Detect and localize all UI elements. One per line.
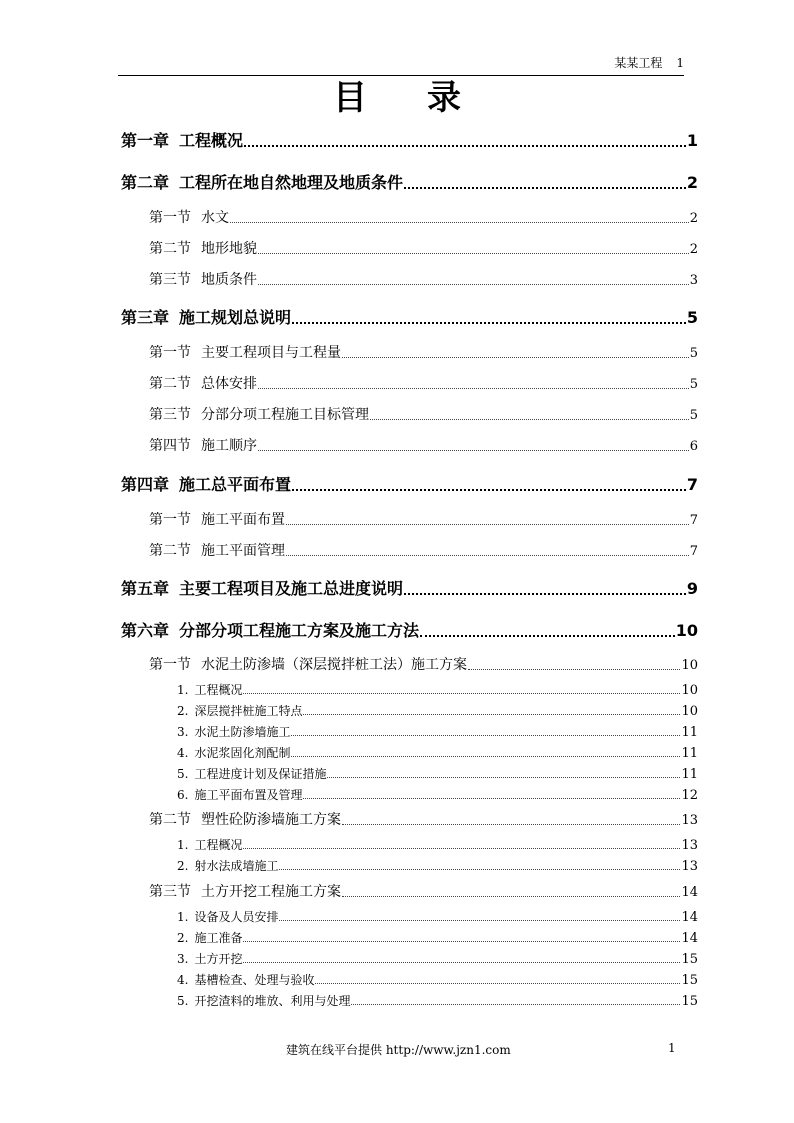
page-number: 2 [689, 242, 698, 257]
toc-subsection-entry[interactable] [177, 681, 698, 698]
toc-section-entry[interactable] [149, 809, 698, 829]
footer-page-number: 1 [668, 1041, 676, 1055]
chapter-title: 工程概况 [179, 131, 244, 150]
section-title: 地形地貌 [201, 241, 257, 257]
toc-chapter-entry[interactable] [121, 576, 698, 599]
page-number: 14 [681, 885, 698, 900]
header-page-number: 1 [676, 56, 684, 70]
chapter-title: 工程所在地自然地理及地质条件 [179, 173, 404, 192]
subsection-title: 工程进度计划及保证措施 [194, 767, 327, 781]
section-number: 第一节 [149, 345, 191, 361]
dot-leader [468, 668, 680, 670]
dot-leader [243, 940, 680, 942]
subsection-title: 水泥土防渗墙施工 [194, 725, 291, 739]
subsection-number: 4. [177, 746, 189, 760]
dot-leader [230, 221, 689, 223]
page-number: 14 [681, 931, 698, 946]
dot-leader [258, 252, 689, 254]
dot-leader [327, 776, 680, 778]
subsection-number: 1. [177, 910, 189, 924]
section-title: 施工顺序 [201, 438, 257, 454]
toc-section-entry[interactable] [149, 238, 698, 258]
toc-chapter-entry[interactable] [121, 472, 698, 495]
page-number: 5 [689, 346, 698, 361]
page-number: 15 [681, 973, 698, 988]
toc-title: 目录 [333, 78, 521, 118]
subsection-number: 2. [177, 931, 189, 945]
dot-leader [303, 713, 680, 715]
chapter-number: 第二章 [121, 173, 170, 192]
section-number: 第一节 [149, 512, 191, 528]
subsection-title: 工程概况 [194, 838, 243, 852]
dot-leader [286, 554, 689, 556]
subsection-title: 水泥浆固化剂配制 [194, 746, 291, 760]
toc-section-entry[interactable] [149, 207, 698, 227]
page-number: 14 [681, 910, 698, 925]
dot-leader [258, 387, 689, 389]
toc-subsection-entry[interactable] [177, 723, 698, 740]
dot-leader [404, 186, 686, 189]
page-number: 5 [686, 308, 698, 327]
dot-leader [342, 823, 680, 825]
toc-subsection-entry[interactable] [177, 786, 698, 803]
toc-section-entry[interactable] [149, 509, 698, 529]
chapter-title: 施工规划总说明 [179, 308, 292, 327]
toc-subsection-entry[interactable] [177, 950, 698, 967]
toc-subsection-entry[interactable] [177, 971, 698, 988]
page-number: 11 [681, 746, 698, 761]
chapter-title: 分部分项工程施工方案及施工方法 [179, 621, 420, 640]
page-number: 13 [681, 813, 698, 828]
page-number: 12 [681, 788, 698, 803]
page-number: 2 [689, 211, 698, 226]
toc-subsection-entry[interactable] [177, 929, 698, 946]
page-number: 15 [681, 994, 698, 1009]
section-title: 分部分项工程施工目标管理 [201, 407, 369, 423]
section-number: 第一节 [149, 657, 191, 673]
toc-subsection-entry[interactable] [177, 765, 698, 782]
dot-leader [286, 523, 689, 525]
dot-leader [303, 797, 680, 799]
subsection-title: 土方开挖 [194, 952, 243, 966]
dot-leader [279, 868, 680, 870]
subsection-title: 基槽检查、处理与验收 [194, 973, 315, 987]
section-number: 第二节 [149, 376, 191, 392]
dot-leader [244, 144, 686, 147]
subsection-number: 4. [177, 973, 189, 987]
page-number: 1 [686, 131, 698, 150]
page-number: 7 [689, 513, 698, 528]
section-title: 地质条件 [201, 272, 257, 288]
page-number: 13 [681, 838, 698, 853]
section-number: 第二节 [149, 543, 191, 559]
section-title: 总体安排 [201, 376, 257, 392]
subsection-title: 开挖渣料的堆放、利用与处理 [194, 994, 351, 1008]
subsection-title: 设备及人员安排 [194, 910, 279, 924]
page-number: 6 [689, 439, 698, 454]
chapter-number: 第六章 [121, 621, 170, 640]
toc-subsection-entry[interactable] [177, 836, 698, 853]
section-title: 主要工程项目与工程量 [201, 345, 341, 361]
page-number: 10 [675, 621, 698, 640]
page-number: 2 [686, 173, 698, 192]
section-title: 施工平面布置 [201, 512, 285, 528]
page-number: 10 [681, 658, 698, 673]
dot-leader [351, 1003, 680, 1005]
section-number: 第二节 [149, 241, 191, 257]
page-number: 7 [686, 475, 698, 494]
dot-leader [258, 283, 689, 285]
subsection-number: 5. [177, 767, 189, 781]
toc-subsection-entry[interactable] [177, 908, 698, 925]
dot-leader [404, 592, 686, 595]
dot-leader [370, 418, 689, 420]
dot-leader [291, 734, 680, 736]
subsection-number: 2. [177, 859, 189, 873]
section-title: 水泥土防渗墙（深层搅拌桩工法）施工方案 [201, 657, 467, 673]
toc-section-entry[interactable] [149, 373, 698, 393]
dot-leader [291, 755, 680, 757]
page-number: 10 [681, 683, 698, 698]
dot-leader [420, 634, 675, 637]
subsection-title: 施工平面布置及管理 [194, 788, 303, 802]
dot-leader [258, 449, 689, 451]
toc-section-entry[interactable] [149, 269, 698, 289]
toc-section-entry[interactable] [149, 881, 698, 901]
subsection-title: 施工准备 [194, 931, 243, 945]
page-number: 5 [689, 408, 698, 423]
toc-subsection-entry[interactable] [177, 992, 698, 1009]
toc-section-entry[interactable] [149, 342, 698, 362]
toc-chapter-entry[interactable] [121, 128, 698, 151]
chapter-title: 主要工程项目及施工总进度说明 [179, 579, 404, 598]
dot-leader [243, 961, 680, 963]
toc-subsection-entry[interactable] [177, 744, 698, 761]
page-number: 5 [689, 377, 698, 392]
subsection-title: 工程概况 [194, 683, 243, 697]
subsection-title: 射水法成墙施工 [194, 859, 279, 873]
chapter-number: 第五章 [121, 579, 170, 598]
subsection-number: 1. [177, 683, 189, 697]
toc-chapter-entry[interactable] [121, 170, 698, 193]
toc-chapter-entry[interactable] [121, 618, 698, 641]
header-title: 某某工程 [614, 56, 663, 70]
dot-leader [342, 356, 689, 358]
section-number: 第一节 [149, 210, 191, 226]
section-number: 第四节 [149, 438, 191, 454]
dot-leader [243, 692, 680, 694]
page-number: 9 [686, 579, 698, 598]
toc-section-entry[interactable] [149, 654, 698, 674]
page-number: 10 [681, 704, 698, 719]
subsection-number: 1. [177, 838, 189, 852]
dot-leader [292, 488, 686, 491]
subsection-number: 3. [177, 725, 189, 739]
toc-subsection-entry[interactable] [177, 702, 698, 719]
subsection-number: 3. [177, 952, 189, 966]
toc-subsection-entry[interactable] [177, 857, 698, 874]
dot-leader [342, 895, 680, 897]
chapter-number: 第四章 [121, 475, 170, 494]
page-number: 11 [681, 767, 698, 782]
section-number: 第三节 [149, 884, 191, 900]
section-title: 土方开挖工程施工方案 [201, 884, 341, 900]
dot-leader [279, 919, 680, 921]
toc-section-entry[interactable] [149, 540, 698, 560]
section-title: 塑性砼防渗墙施工方案 [201, 812, 341, 828]
chapter-title: 施工总平面布置 [179, 475, 292, 494]
subsection-number: 6. [177, 788, 189, 802]
dot-leader [292, 321, 686, 324]
subsection-title: 深层搅拌桩施工特点 [194, 704, 303, 718]
toc-chapter-entry[interactable] [121, 305, 698, 328]
section-title: 水文 [201, 210, 229, 226]
section-title: 施工平面管理 [201, 543, 285, 559]
chapter-number: 第一章 [121, 131, 170, 150]
section-number: 第二节 [149, 812, 191, 828]
page-header [118, 56, 684, 76]
toc-section-entry[interactable] [149, 435, 698, 455]
footer-text: 建筑在线平台提供 http://www.jzn1.com [286, 1043, 511, 1057]
page-number: 15 [681, 952, 698, 967]
dot-leader [315, 982, 680, 984]
page-number: 3 [689, 273, 698, 288]
toc-section-entry[interactable] [149, 404, 698, 424]
section-number: 第三节 [149, 272, 191, 288]
page-number: 13 [681, 859, 698, 874]
dot-leader [243, 847, 680, 849]
chapter-number: 第三章 [121, 308, 170, 327]
page-number: 7 [689, 544, 698, 559]
page-number: 11 [681, 725, 698, 740]
subsection-number: 2. [177, 704, 189, 718]
subsection-number: 5. [177, 994, 189, 1008]
section-number: 第三节 [149, 407, 191, 423]
